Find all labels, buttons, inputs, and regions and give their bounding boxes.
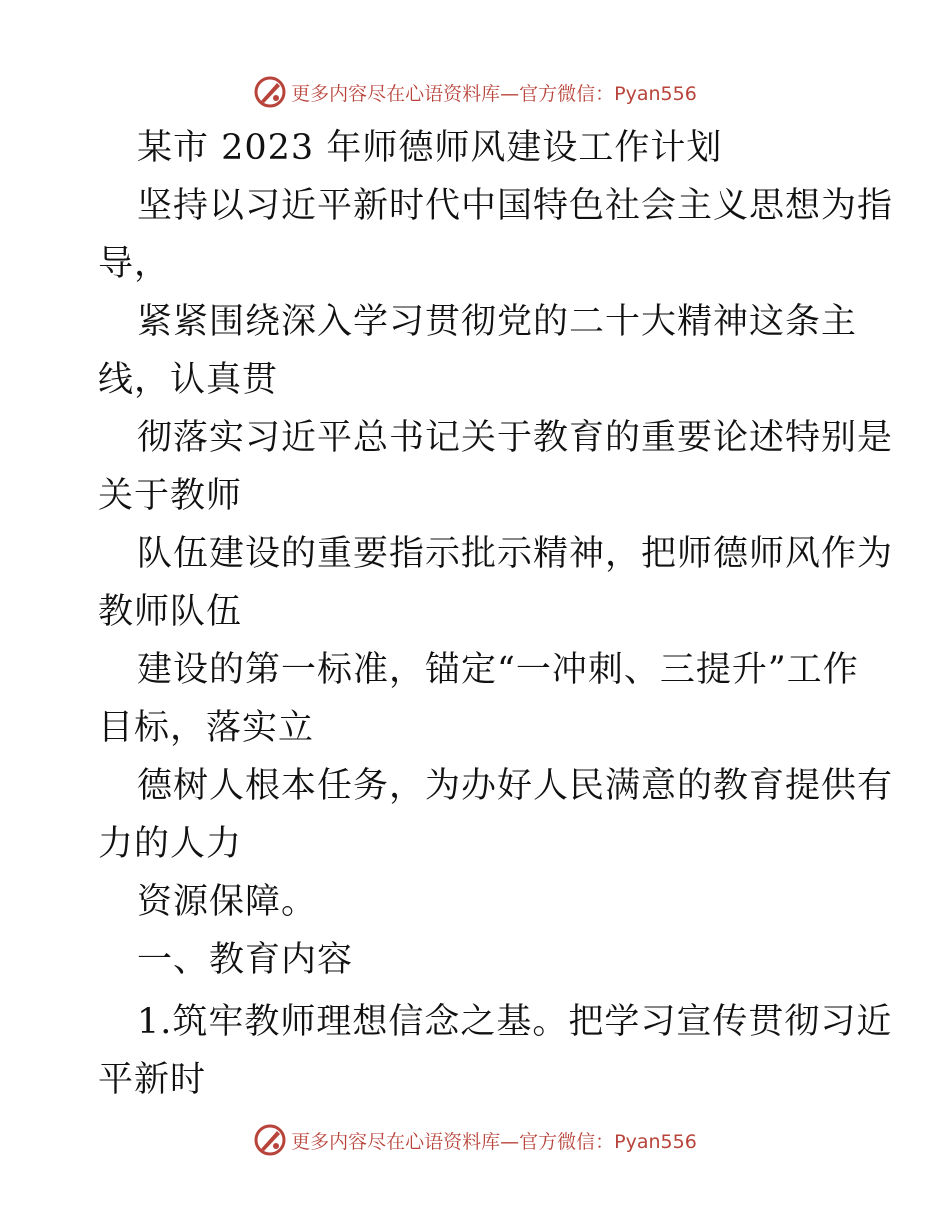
section-heading: 一、教育内容	[137, 940, 354, 980]
text-line: 德树人根本任务，为办好人民满意的教育提供有	[137, 766, 894, 806]
text-line: 队伍建设的重要指示批示精神，把师德师风作为	[137, 534, 894, 574]
text-line: 目标，落实立	[98, 708, 315, 748]
text-line: 紧紧围绕深入学习贯彻党的二十大精神这条主	[137, 302, 858, 342]
text-line: 平新时	[98, 1060, 207, 1100]
text-line: 导，	[98, 244, 171, 284]
text-line: 关于教师	[98, 476, 243, 516]
text-line: 线，认真贯	[98, 360, 279, 400]
text-line: 1.筑牢教师理想信念之基。把学习宣传贯彻习近	[137, 1002, 893, 1042]
header-banner-text: 更多内容尽在心语资料库—官方微信：Pyan556	[291, 82, 697, 105]
text-line: 力的人力	[98, 824, 243, 864]
text-line: 彻落实习近平总书记关于教育的重要论述特别是	[137, 418, 894, 458]
footer-banner	[0, 1120, 950, 1160]
text-line: 资源保障。	[137, 882, 318, 922]
document-title: 某市 2023 年师德师风建设工作计划	[137, 128, 723, 168]
footer-banner-text: 更多内容尽在心语资料库—官方微信：Pyan556	[291, 1130, 697, 1153]
text-line: 教师队伍	[98, 592, 243, 632]
text-line: 建设的第一标准，锚定“一冲刺、三提升”工作	[137, 650, 859, 690]
quill-pen-logo-icon	[253, 1123, 287, 1157]
text-line: 坚持以习近平新时代中国特色社会主义思想为指	[137, 186, 894, 226]
